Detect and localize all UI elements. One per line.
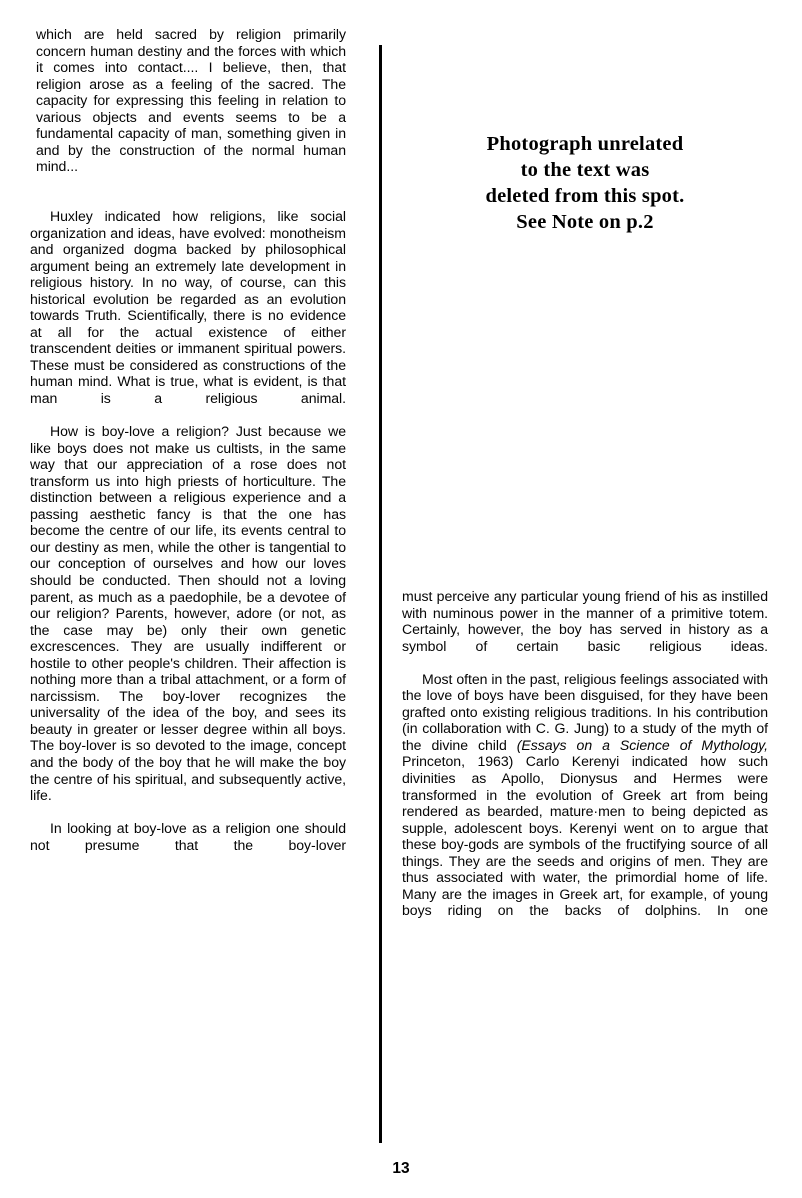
page-number: 13 [392,1160,410,1177]
right-paragraph-2 [402,671,768,936]
photo-note-line-1: Photograph unrelated [486,133,684,155]
photo-note-line-3: deleted from this spot. [485,185,685,207]
photo-note-line-2: to the text was [520,159,650,181]
photo-note-line-4: See Note on p.2 [516,211,654,233]
column-divider-rule [379,45,382,1143]
left-paragraph-1: Huxley indicated how religions, like social organization and ideas, have evolved: monotheism and organized dogma backed by philosophical argument being an extremely late development in religious history. In no way, of course, can this historical evolution be regarded as an evolution towards Truth. Scientifically, there is no evidence at all for the actual existence of either transcendent deities or immanent spiritual powers. These must be considered as constructions of the human mind. What is true, what is evident, is that man is a religious animal. [30,207,346,406]
block-quote-extract: which are held sacred by religion primarily concern human destiny and the forces with which it comes into contact.... I believe, then, that religion arose as a feeling of the sacred. The capacity for expressing this feeling in relation to various objects and events seems to be a fundamental capacity of man, something given in and by the construction of the normal human mind... [36,26,346,175]
paragraph-spacer [30,191,346,208]
left-paragraph-2: How is boy-love a religion? Just because we like boys does not make us cultists, in the same way that our appreciation of a rose does not transform us into high priests of horticulture. The distinction between a religious experience and a passing aesthetic fancy is that the one has become the centre of our life, its events central to our destiny as men, while the other is tangential to our conception of ourselves and how our loves should be conducted. Then should not a loving parent, as much as a paedophile, be a devotee of our religion? Parents, however, adore (or not, as the case may be) only their own genetic excrescences. They are usually indifferent or hostile to other people's children. Their affection is nothing more than a tribal attachment, or a form of narcissism. The boy-lover recognizes the universality of the idea of the boy, and sees its beauty in greater or lesser degree within all boys. The boy-lover is so devoted to the image, concept and the body of the boy that he will make the boy the centre of his spiritual, and subsequently active, life. [30,423,346,804]
left-paragraph-3: In looking at boy-love as a religion one should not presume that the boy-lover [30,820,346,853]
text-run: must perceive any particular young friend of his as instilled with numinous power in the manner of a primitive totem. Certainly, however, the boy has served in history as a symbol of certain basic religious ideas. [402,588,768,654]
left-text-column [30,26,346,870]
text-run: Most often in the past, religious feelings associated with the love of boys have been disguised, for they have been grafted onto existing religious traditions. In his contribution (in collaboration with C. G. Jung) to a study of the myth of the divine child [402,670,768,753]
text-run: Princeton, 1963) Carlo Kerenyi indicated how such divinities as Apollo, Dionysus and Hermes were transformed in the evolution of Greek art from being rendered as bearded, mature·men to being depicted as supple, adolescent boys. Kerenyi went on to argue that these boy-gods are symbols of the fructifying source of all things. They are the seeds and origins of men. They are thus associated with water, the primordial home of life. Many are the images in Greek art, for example, of young boys riding on the backs of dolphins. In one [402,753,768,919]
right-paragraph-1 [402,588,768,671]
photo-removed-notice [402,131,768,235]
cited-work-title: (Essays on a Science of Mythology, [516,736,768,753]
right-text-column [402,588,768,935]
